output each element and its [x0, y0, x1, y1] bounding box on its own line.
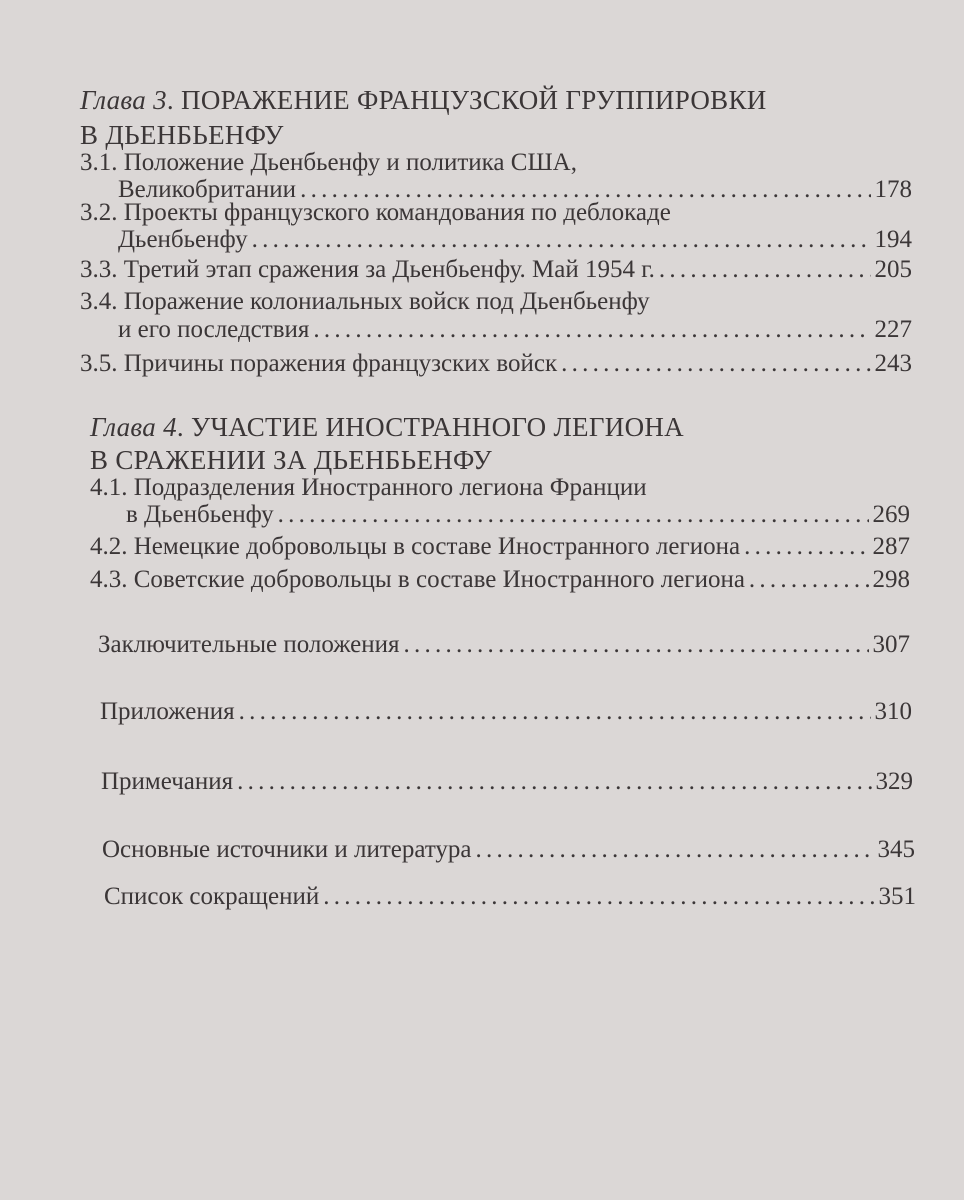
- chapter-3-title-line2: В ДЬЕНБЬЕНФУ: [80, 120, 284, 150]
- entry-title: Примечания: [101, 768, 234, 795]
- page-number: 227: [874, 316, 912, 343]
- page-number: 345: [877, 836, 915, 863]
- toc-entry-appendices[interactable]: [100, 697, 912, 727]
- chapter-4-title-line2: В СРАЖЕНИИ ЗА ДЬЕНБЬЕНФУ: [90, 445, 493, 475]
- toc-entry-4-1-line1: 4.1. Подразделения Иностранного легиона Франции: [90, 474, 647, 501]
- page-number: 298: [872, 566, 910, 593]
- toc-entry-conclusions[interactable]: [98, 630, 910, 660]
- dot-leader: [252, 225, 871, 255]
- entry-title: Дьенбьенфу: [118, 226, 248, 253]
- entry-title: Основные источники и литература: [102, 836, 472, 863]
- page-number: 194: [874, 226, 912, 253]
- chapter-4-title-line1: . УЧАСТИЕ ИНОСТРАННОГО ЛЕГИОНА: [176, 412, 684, 442]
- dot-leader: [313, 315, 870, 345]
- dot-leader: [278, 500, 869, 530]
- page-number: 329: [875, 768, 913, 795]
- dot-leader: [561, 349, 870, 379]
- entry-title: Приложения: [100, 698, 235, 725]
- page-number: 307: [872, 631, 910, 658]
- toc-entry-3-1-line1: 3.1. Положение Дьенбьенфу и политика США,: [80, 149, 577, 176]
- toc-entry-3-3[interactable]: [80, 255, 912, 285]
- entry-title: 3.3. Третий этап сражения за Дьенбьенфу. Май 1954 г.: [80, 256, 655, 283]
- dot-leader: [323, 882, 874, 912]
- dot-leader: [404, 630, 869, 660]
- page-number: 287: [872, 533, 910, 560]
- entry-title: Заключительные положения: [98, 631, 400, 658]
- toc-entry-4-1[interactable]: [126, 500, 910, 530]
- toc-entry-4-2[interactable]: [90, 532, 910, 562]
- dot-leader: [744, 532, 868, 562]
- toc-entry-4-3[interactable]: [90, 565, 910, 595]
- toc-entry-notes[interactable]: [101, 767, 913, 797]
- entry-title: 4.2. Немецкие добровольцы в составе Иностранного легиона: [90, 533, 741, 560]
- toc-entry-3-4[interactable]: [118, 315, 912, 345]
- chapter-3-label: Глава 3: [80, 85, 167, 115]
- toc-entry-3-2-line1: 3.2. Проекты французского командования по деблокаде: [80, 199, 671, 226]
- page-number: 178: [874, 176, 912, 203]
- entry-title: Великобритании: [118, 176, 297, 203]
- dot-leader: [239, 697, 871, 727]
- toc-entry-sources[interactable]: [102, 835, 915, 865]
- entry-title: и его последствия: [118, 316, 310, 343]
- entry-title: 3.5. Причины поражения французских войск: [80, 350, 558, 377]
- toc-entry-3-5[interactable]: [80, 349, 912, 379]
- entry-title: Список сокращений: [104, 883, 320, 910]
- toc-entry-abbreviations[interactable]: [104, 882, 916, 912]
- dot-leader: [659, 255, 871, 285]
- toc-entry-3-2[interactable]: [118, 225, 912, 255]
- page-number: 310: [874, 698, 912, 725]
- dot-leader: [476, 835, 874, 865]
- dot-leader: [237, 767, 871, 797]
- chapter-3-title-line1: . ПОРАЖЕНИЕ ФРАНЦУЗСКОЙ ГРУППИРОВКИ: [166, 85, 767, 115]
- dot-leader: [749, 565, 869, 595]
- chapter-4-label: Глава 4: [90, 412, 177, 442]
- toc-entry-3-4-line1: 3.4. Поражение колониальных войск под Дьенбьенфу: [80, 288, 650, 315]
- page-number: 205: [874, 256, 912, 283]
- page-number: 243: [874, 350, 912, 377]
- page-number: 269: [872, 501, 910, 528]
- entry-title: в Дьенбьенфу: [126, 501, 274, 528]
- page-number: 351: [878, 883, 916, 910]
- entry-title: 4.3. Советские добровольцы в составе Иностранного легиона: [90, 566, 745, 593]
